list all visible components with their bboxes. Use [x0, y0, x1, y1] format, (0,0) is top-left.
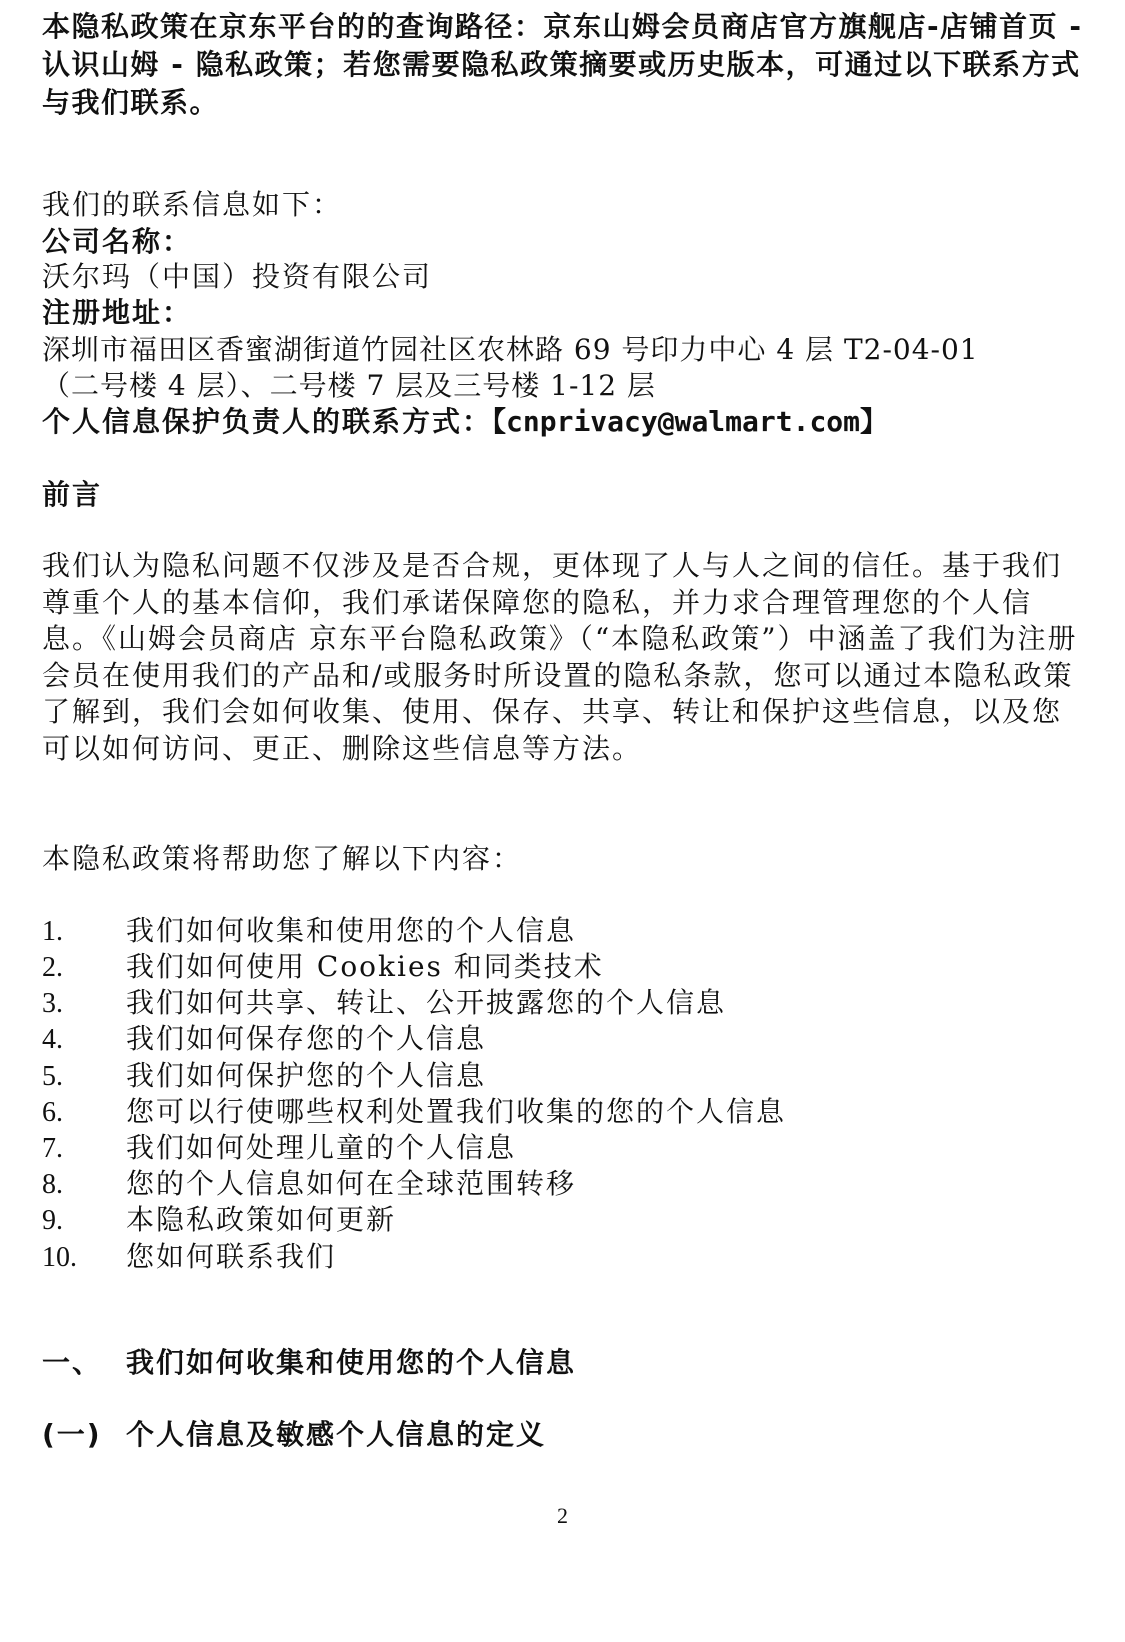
toc-item: 10. 您如何联系我们 [42, 1240, 337, 1273]
table-of-contents [42, 912, 1092, 1282]
preface-paragraph: 我们认为隐私问题不仅涉及是否合规，更体现了人与人之间的信任。基于我们尊重个人的基本信仰，我们承诺保障您的隐私，并力求合理管理您的个人信息。《山姆会员商店 京东平台隐私政策》（“本隐私政策”）中涵盖了我们为注册会员在使用我们的产品和/或服务时所设置的隐私条款，您可以通过本隐私政策了解到，我们会如何收集、使用、保存、共享、转让和保护这些信息，以及您可以如何访问、更正、删除这些信息等方法。 [42, 549, 1078, 765]
preface-title: 前言 [42, 478, 103, 511]
toc-item: 5. 我们如何保护您的个人信息 [42, 1059, 487, 1092]
registered-address-label: 注册地址： [42, 296, 193, 329]
toc-item: 3. 我们如何共享、转让、公开披露您的个人信息 [42, 986, 727, 1019]
toc-lead: 本隐私政策将帮助您了解以下内容： [42, 842, 523, 875]
toc-item: 2. 我们如何使用 Cookies 和同类技术 [42, 950, 604, 983]
registered-address-line2: （二号楼 4 层）、二号楼 7 层及三号楼 1-12 层 [42, 369, 656, 402]
toc-item: 4. 我们如何保存您的个人信息 [42, 1022, 487, 1055]
contact-lead: 我们的联系信息如下： [42, 188, 343, 221]
company-name-label: 公司名称： [42, 225, 193, 258]
privacy-officer-contact [42, 403, 1092, 440]
intro-paragraph: 本隐私政策在京东平台的的查询路径：京东山姆会员商店官方旗舰店-店铺首页 - 认识山姆 - 隐私政策；若您需要隐私政策摘要或历史版本，可通过以下联系方式与我们联系。 [42, 10, 1083, 119]
registered-address-line1: 深圳市福田区香蜜湖街道竹园社区农林路 69 号印力中心 4 层 T2-04-01 [42, 333, 979, 366]
privacy-officer-email: 【cnprivacy@walmart.com】 [492, 405, 889, 438]
toc-item: 9. 本隐私政策如何更新 [42, 1203, 397, 1236]
toc-item: 1. 我们如何收集和使用您的个人信息 [42, 914, 577, 947]
toc-item: 7. 我们如何处理儿童的个人信息 [42, 1131, 517, 1164]
company-name: 沃尔玛（中国）投资有限公司 [42, 260, 433, 293]
toc-item: 8. 您的个人信息如何在全球范围转移 [42, 1167, 577, 1200]
page-number: 2 [557, 1503, 568, 1528]
subsection-1-heading: (一) 个人信息及敏感个人信息的定义 [42, 1418, 547, 1451]
section-1-heading: 一、 我们如何收集和使用您的个人信息 [42, 1346, 577, 1379]
toc-item: 6. 您可以行使哪些权利处置我们收集的您的个人信息 [42, 1095, 787, 1128]
privacy-officer-label: 个人信息保护负责人的联系方式： [42, 405, 493, 438]
